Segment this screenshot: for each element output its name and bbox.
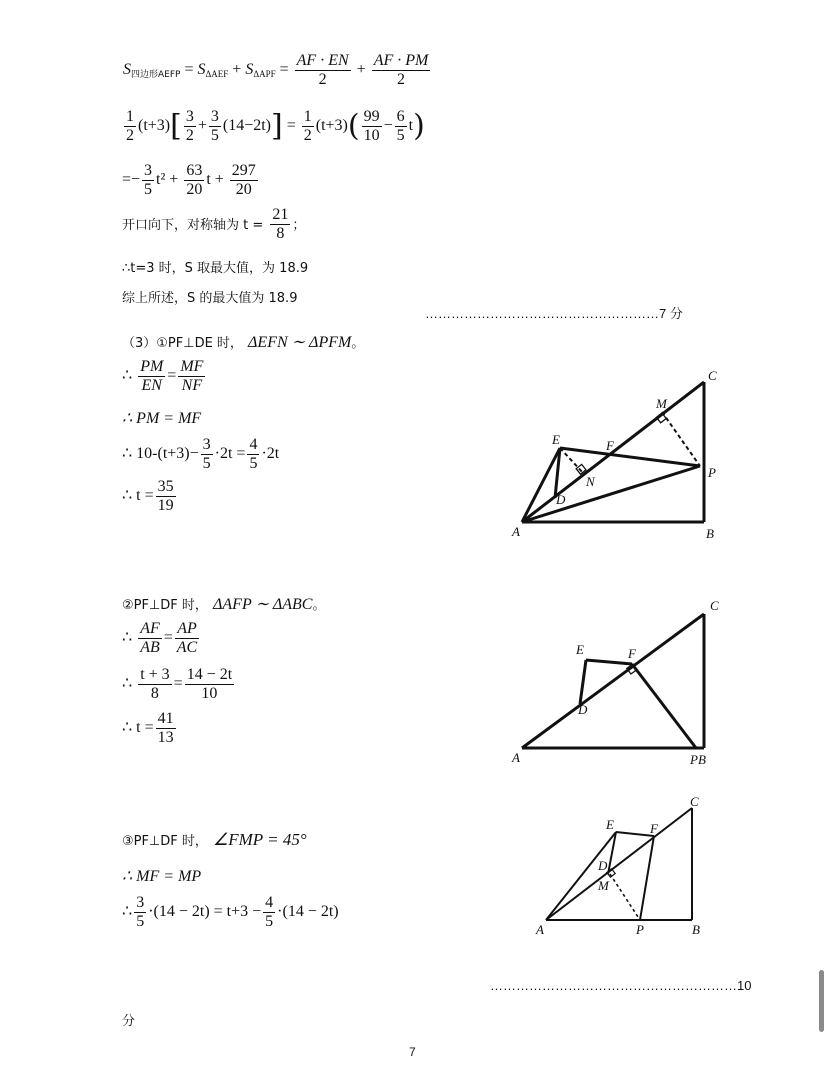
s-subscript-apf: ΔAPF <box>253 69 276 80</box>
case2-condition: ②PF⊥DF 时， <box>122 598 208 613</box>
right-paren: ) <box>413 108 425 144</box>
page-number: 7 <box>409 1045 416 1059</box>
minus-sign: − <box>383 117 393 135</box>
fraction-3-2: $\frac{3}{2}$ <box>185 108 194 144</box>
label-F: F <box>628 646 636 661</box>
score-10-unit: 分 <box>122 1014 136 1029</box>
case2-ratio-line <box>122 620 201 657</box>
t-squared: t² + <box>156 171 179 189</box>
label-D: D <box>578 702 588 717</box>
case3-heading <box>122 830 307 850</box>
case2-heading <box>122 594 325 614</box>
s-symbol: S <box>123 61 131 79</box>
quadratic-line <box>122 162 260 199</box>
label-C: C <box>710 598 719 613</box>
label-P: P <box>708 465 716 480</box>
right-bracket: ] <box>271 108 283 144</box>
label-PB: PB <box>690 752 706 767</box>
therefore-symbol: ∴ <box>122 675 133 693</box>
case1-heading <box>122 332 364 352</box>
label-M: M <box>598 878 609 893</box>
t-plus: t + <box>206 171 224 189</box>
max-value-line: ∴t=3 时，S 取最大值，为 18.9 <box>122 261 309 276</box>
score-10-points: …………………………………………………10 <box>490 978 752 993</box>
t-equals: ∴ t = <box>122 719 154 737</box>
equals-sign: = <box>163 629 173 647</box>
paren-14-2t: (14−2t) <box>222 117 271 135</box>
equals-sign: = <box>279 61 289 79</box>
case1-ratio-line <box>122 358 207 395</box>
s-symbol: S <box>245 61 254 79</box>
fraction-4-5: $\frac{4}{5}$ <box>249 436 258 472</box>
label-D: D <box>598 858 608 873</box>
fraction-half: $\frac{1}{2}$ <box>303 108 312 144</box>
t-equals: ∴ t = <box>122 487 154 505</box>
equals-sign: = <box>167 367 177 385</box>
equals-sign: = <box>184 61 194 79</box>
case2-solution <box>122 710 178 747</box>
case3-condition: ③PF⊥DF 时， <box>122 834 208 849</box>
label-F: F <box>650 821 658 836</box>
fraction-4-5: $\frac{4}{5}$ <box>265 894 274 930</box>
fraction-af-en: $\frac{AF \cdot EN}{2}$ <box>296 52 349 88</box>
equation-left: ∴ 10-(t+3)− <box>122 445 199 463</box>
fraction-297-20: $\frac{297}{20}$ <box>231 162 256 198</box>
t-variable: t <box>408 117 414 135</box>
label-C: C <box>690 794 699 809</box>
fraction-3-5: $\frac{3}{5}$ <box>144 162 153 198</box>
figure-3-lines <box>546 808 692 920</box>
axis-of-symmetry-line <box>122 206 305 243</box>
figure-3-diagram <box>530 792 720 942</box>
label-E: E <box>552 432 560 447</box>
fraction-35-19: $\frac{35}{19}$ <box>157 478 174 514</box>
label-D: D <box>556 492 566 507</box>
plus-sign: + <box>356 61 366 79</box>
t-plus-3: (t+3) <box>138 117 171 135</box>
fraction-3-5: $\frac{3}{5}$ <box>202 436 211 472</box>
equation-end: ·(14 − 2t) <box>277 903 339 921</box>
s-subscript-quad: 四边形AEFP <box>131 70 181 81</box>
s-symbol: S <box>197 61 206 79</box>
case2-similarity: ΔAFP ∼ ΔABC <box>213 596 313 613</box>
case1-similarity: ΔEFN ∼ ΔPFM <box>248 334 352 351</box>
left-paren: ( <box>347 108 360 144</box>
figure-1-diagram <box>500 360 740 550</box>
score-7-points: ………………………………………………7 分 <box>425 306 683 321</box>
label-B: B <box>692 922 700 937</box>
fraction-6-5: $\frac{6}{5}$ <box>396 108 405 144</box>
case3-mf-equals-mp: ∴ MF = MP <box>122 868 202 885</box>
plus-sign: + <box>197 117 207 135</box>
fraction-99-10: $\frac{99}{10}$ <box>363 108 380 144</box>
symmetry-text: 开口向下，对称轴为 t = <box>122 218 264 233</box>
s-subscript-aef: ΔAEF <box>205 69 229 80</box>
fraction-63-20: $\frac{63}{20}$ <box>186 162 203 198</box>
label-E: E <box>576 642 584 657</box>
label-F: F <box>606 438 614 453</box>
fraction-t3-8: $\frac{t + 3}{8}$ <box>140 666 170 702</box>
fraction-pm-en: $\frac{PM}{EN}$ <box>140 358 164 394</box>
summary-line: 综上所述，S 的最大值为 18.9 <box>122 291 298 306</box>
fraction-af-ab: $\frac{AF}{AB}$ <box>140 620 160 656</box>
expansion-line <box>122 108 425 145</box>
therefore-symbol: ∴ <box>122 903 133 921</box>
case1-condition: （3）①PF⊥DE 时， <box>122 336 243 351</box>
equals-minus: =− <box>122 171 141 189</box>
case2-substitution <box>122 666 236 703</box>
fraction-3-5: $\frac{3}{5}$ <box>136 894 145 930</box>
therefore-symbol: ∴ <box>122 629 133 647</box>
scrollbar-thumb[interactable] <box>819 970 824 1032</box>
case1-equation <box>122 436 279 473</box>
area-formula-line <box>123 52 432 89</box>
left-bracket: [ <box>170 108 182 144</box>
label-A: A <box>512 524 520 539</box>
fraction-3-5: $\frac{3}{5}$ <box>210 108 219 144</box>
equation-end: ·2t <box>261 445 280 463</box>
label-A: A <box>512 750 520 765</box>
figure-2-lines <box>522 614 704 748</box>
figure-2-diagram <box>500 594 740 774</box>
label-C: C <box>708 368 717 383</box>
case3-angle: ∠FMP = 45° <box>213 830 307 849</box>
fraction-half: $\frac{1}{2}$ <box>126 108 134 144</box>
period: 。 <box>312 598 326 613</box>
period: 。 <box>351 336 365 351</box>
fraction-mf-nf: $\frac{MF}{NF}$ <box>180 358 204 394</box>
t-plus-3: (t+3) <box>315 117 348 135</box>
fraction-41-13: $\frac{41}{13}$ <box>157 710 174 746</box>
label-B: B <box>706 526 714 541</box>
label-A: A <box>536 922 544 937</box>
semicolon: ； <box>292 218 306 233</box>
label-M: M <box>656 396 667 411</box>
equals-sign: = <box>173 675 183 693</box>
equals-sign: = <box>286 117 296 135</box>
label-E: E <box>606 817 614 832</box>
case1-solution <box>122 478 178 515</box>
label-P: P <box>636 922 644 937</box>
therefore-symbol: ∴ <box>122 367 133 385</box>
case3-equation <box>122 894 339 931</box>
equation-mid: ·(14 − 2t) = t+3 − <box>148 903 262 921</box>
fraction-ap-ac: $\frac{AP}{AC}$ <box>176 620 198 656</box>
label-N: N <box>586 474 595 489</box>
fraction-af-pm: $\frac{AF \cdot PM}{2}$ <box>373 52 429 88</box>
plus-sign: + <box>232 61 242 79</box>
case1-pm-equals-mf: ∴ PM = MF <box>122 410 202 427</box>
fraction-14-2t-10: $\frac{14 - 2t}{10}$ <box>186 666 233 702</box>
fraction-21-8: $\frac{21}{8}$ <box>272 206 289 242</box>
equation-mid: ·2t = <box>214 445 246 463</box>
